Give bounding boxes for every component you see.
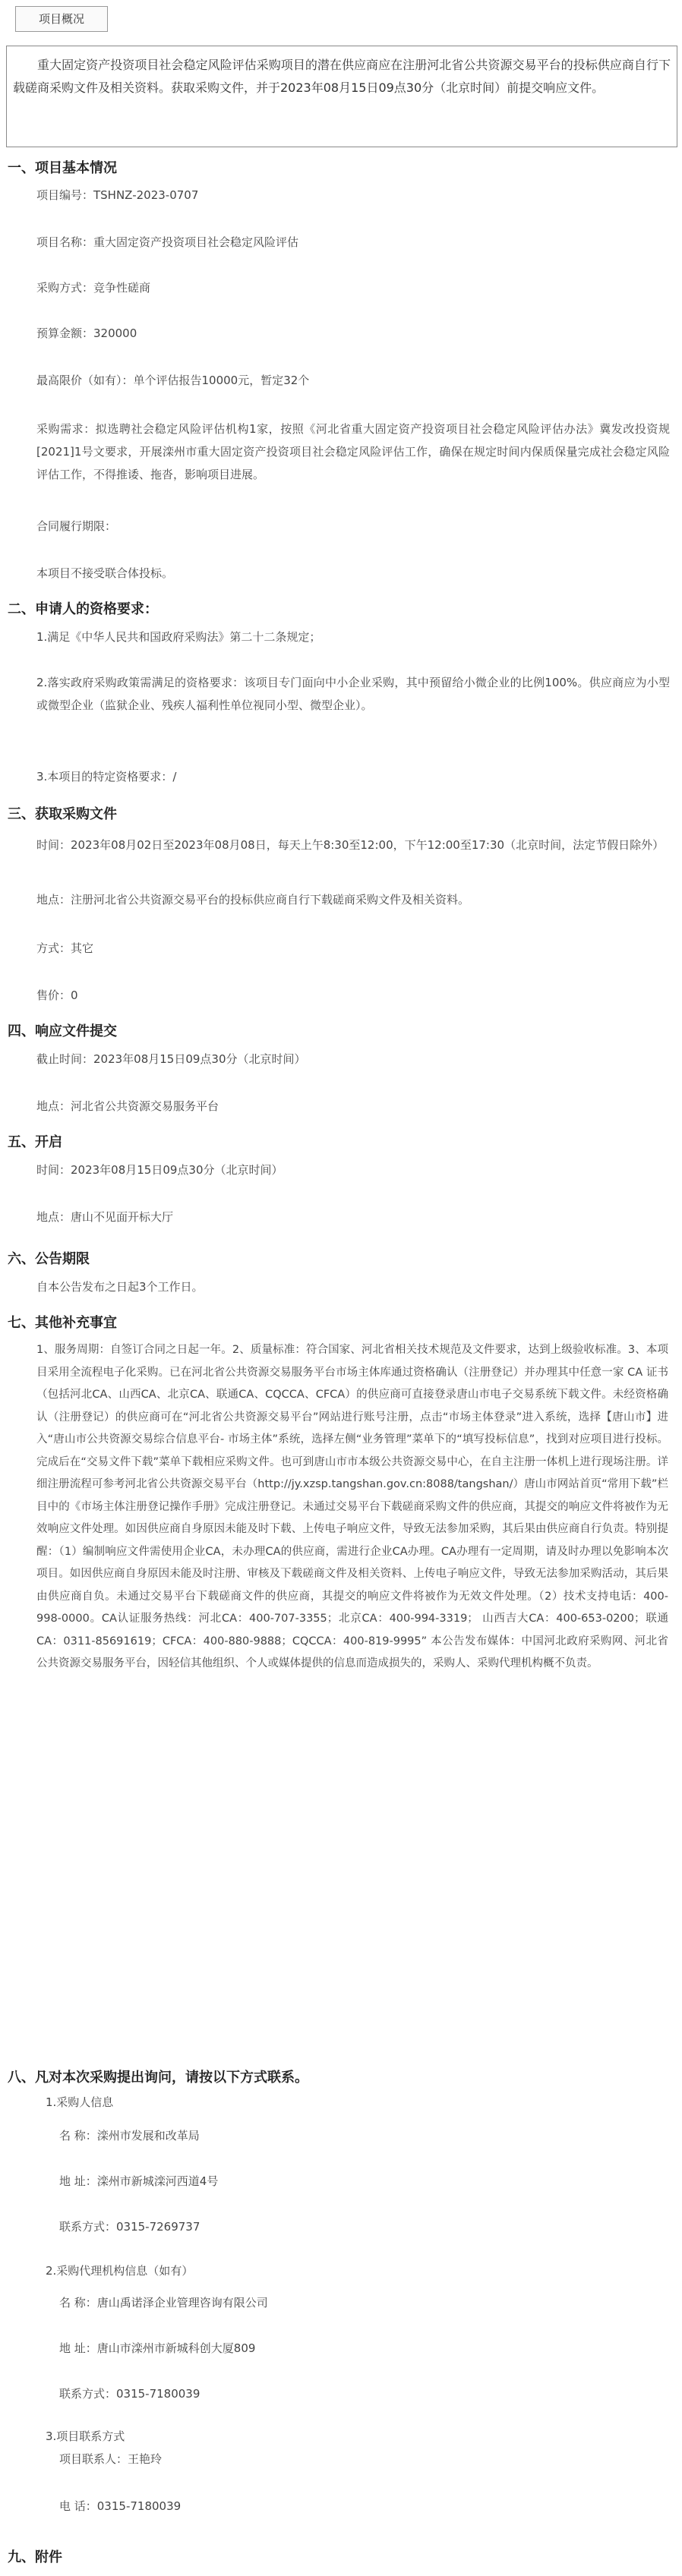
tab-project-overview[interactable]: 项目概况 <box>15 6 108 32</box>
project-contact-heading: 3.项目联系方式 <box>46 2429 125 2443</box>
obtain-price: 售价：0 <box>36 988 78 1002</box>
purchaser-name: 名 称：滦州市发展和改革局 <box>59 2129 200 2142</box>
max-price: 最高限价（如有）：单个评估报告10000元，暂定32个 <box>36 374 310 387</box>
section-3-title: 三、获取采购文件 <box>8 806 117 822</box>
purchaser-address: 地 址：滦州市新城滦河西道4号 <box>59 2174 219 2188</box>
qualification-2: 2.落实政府采购政策需满足的资格要求：该项目专门面向中小企业采购，其中预留给小微企业的比例100%。供应商应为小型或微型企业（监狱企业、残疾人福利性单位视同小型、微型企业）。 <box>36 676 670 712</box>
other-matters: 1、服务周期：自签订合同之日起一年。2、质量标准：符合国家、河北省相关技术规范及文件要求，达到上级验收标准。3、本项目采用全流程电子化采购。已在河北省公共资源交易服务平台市场主体库通过资格确认（注册登记）并办理其中任意一家 CA 证书（包括河北CA、山西CA、北京CA、联通CA、CQCCA、CFCA）的供应商可直接登录唐山市电子交易系统下载文件。未经资格确认（注册登记）的供应商可在“河北省公共资源交易平台”网站进行账号注册，点击“市场主体登录”进入系统，选择【唐山市】进入“唐山市公共资源交易综合信息平台- 市场主体”系统，选择左侧“业务管理”菜单下的“填写投标信息”，找到对应项目进行投标。完成后在“交易文件下载”菜单下载相应采购文件。也可到唐山市市本级公共资源交易中心，在自主注册一体机上进行现场注册。详细注册流程可参考河北省公共资源交易平台（http://jy.xzsp.tangshan.gov.cn:8088/tangshan/）唐山市网站首页“常用下载”栏目中的《市场主体注册登记操作手册》完成注册登记。未通过交易平台下载磋商采购文件的供应商，其提交的响应文件将被作为无效响应文件处理。如因供应商自身原因未能及时下载、上传电子响应文件，导致无法参加采购，其后果由供应商自行负责。特别提醒：（1）编制响应文件需使用企业CA，未办理CA的供应商，需进行企业CA办理。CA办理有一定周期，请及时办理以免影响本次项目。如因供应商自身原因未能及时注册、审核及下载磋商文件及相关资料、上传电子响应文件，导致无法参加采购活动，其后果由供应商自负。未通过交易平台下载磋商文件的供应商，其提交的响应文件将被作为无效文件处理。（2）技术支持电话：400-998-0000。CA认证服务热线：河北CA：400-707-3355；北京CA：400-994-3319； 山西吉大CA：400-653-0200；联通CA：0311-85691619；CFCA：400-880-9888；CQCCA：400-819-9995” 本公告发布媒体：中国河北政府采购网、河北省公共资源交易服务平台，因轻信其他组织、个人或媒体提供的信息而造成损失的，采购人、采购代理机构概不负责。 <box>36 1344 668 1670</box>
agency-phone: 联系方式：0315-7180039 <box>59 2387 200 2401</box>
submit-place: 地点：河北省公共资源交易服务平台 <box>36 1099 219 1113</box>
qualification-3: 3.本项目的特定资格要求：/ <box>36 770 177 784</box>
consortium-note: 本项目不接受联合体投标。 <box>36 566 174 580</box>
open-time: 时间：2023年08月15日09点30分（北京时间） <box>36 1163 283 1177</box>
submit-deadline: 截止时间：2023年08月15日09点30分（北京时间） <box>36 1052 306 1066</box>
agency-info-heading: 2.采购代理机构信息（如有） <box>46 2264 194 2278</box>
section-4-title: 四、响应文件提交 <box>8 1023 117 1039</box>
procurement-requirement: 采购需求：拟选聘社会稳定风险评估机构1家，按照《河北省重大固定资产投资项目社会稳定风险评估办法》冀发改投资规[2021]1号文要求，开展滦州市重大固定资产投资项目社会稳定风险评估工作，确保在规定时间内保质保量完成社会稳定风险评估工作，不得推诿、拖沓，影响项目进展。 <box>36 422 670 481</box>
agency-address: 地 址：唐山市滦州市新城科创大厦809 <box>59 2341 256 2355</box>
section-2-title: 二、申请人的资格要求： <box>8 601 158 617</box>
obtain-way: 方式：其它 <box>36 941 94 955</box>
section-9-title: 九、附件 <box>8 2549 62 2565</box>
section-6-title: 六、公告期限 <box>8 1251 90 1267</box>
open-place: 地点：唐山不见面开标大厅 <box>36 1210 174 1224</box>
qualification-1: 1.满足《中华人民共和国政府采购法》第二十二条规定； <box>36 630 321 644</box>
contract-period: 合同履行期限： <box>36 519 117 533</box>
budget-amount: 预算金额：320000 <box>36 326 137 340</box>
agency-name: 名 称：唐山禹诺泽企业管理咨询有限公司 <box>59 2296 268 2310</box>
obtain-time: 时间：2023年08月02日至2023年08月08日，每天上午8:30至12:00，下午12:00至17:30（北京时间，法定节假日除外） <box>36 838 665 852</box>
procurement-method: 采购方式：竞争性磋商 <box>36 281 151 295</box>
section-8-title: 八、凡对本次采购提出询问，请按以下方式联系。 <box>8 2070 308 2086</box>
project-code: 项目编号：TSHNZ-2023-0707 <box>36 188 199 202</box>
obtain-place: 地点：注册河北省公共资源交易平台的投标供应商自行下载磋商采购文件及相关资料。 <box>36 893 470 906</box>
project-contact-phone: 电 话：0315-7180039 <box>59 2499 182 2513</box>
project-contact-person: 项目联系人：王艳玲 <box>59 2452 163 2466</box>
section-7-title: 七、其他补充事宜 <box>8 1315 117 1331</box>
section-5-title: 五、开启 <box>8 1134 62 1150</box>
intro-box: 重大固定资产投资项目社会稳定风险评估采购项目的潜在供应商应在注册河北省公共资源交易平台的投标供应商自行下载磋商采购文件及相关资料。获取采购文件，并于2023年08月15日09点30分（北京时间）前提交响应文件。 <box>6 46 677 147</box>
purchaser-phone: 联系方式：0315-7269737 <box>59 2220 200 2234</box>
purchaser-info-heading: 1.采购人信息 <box>46 2095 114 2109</box>
section-1-title: 一、项目基本情况 <box>8 160 117 176</box>
project-name: 项目名称：重大固定资产投资项目社会稳定风险评估 <box>36 235 299 249</box>
notice-period: 自本公告发布之日起3个工作日。 <box>36 1280 204 1294</box>
